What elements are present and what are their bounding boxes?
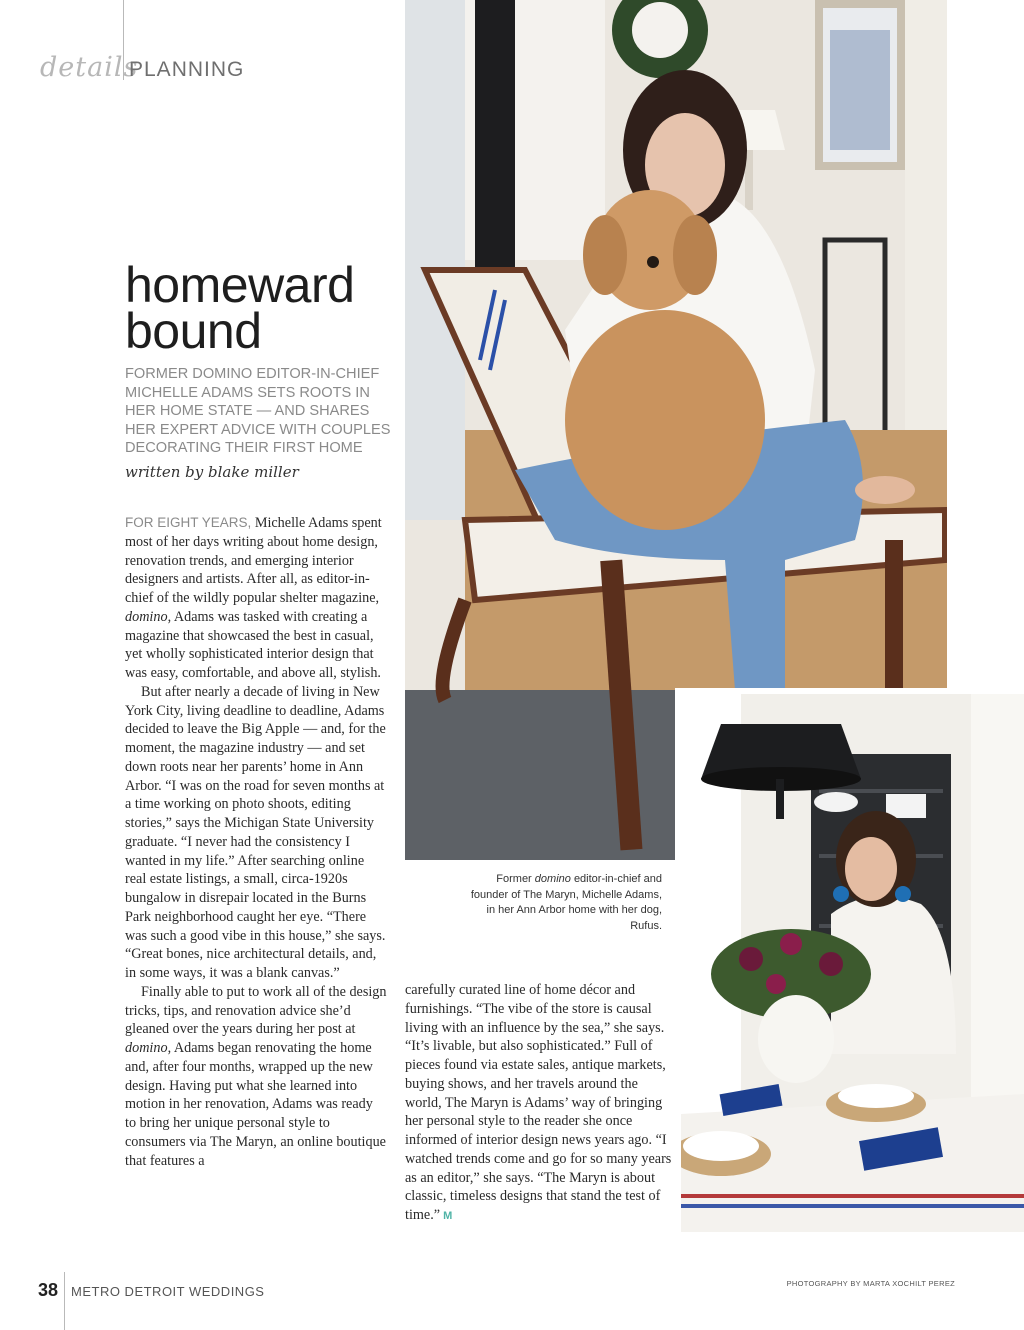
paragraph-1-text-b: , Adams was tasked with creating a magazine that showcased the best in casual, yet wholly sophisticated interior design that was easy, comfortable, and above all, stylish.	[125, 608, 381, 681]
paragraph-1-italic: domino	[125, 608, 168, 625]
section-label: PLANNING	[129, 58, 245, 81]
paragraph-3-text-b: , Adams began renovating the home and, after four months, wrapped up the new design. Having put what she learned into motion in her renovation, Adams was ready to bring her unique personal style to consumers via The Maryn, an online boutique that features a	[125, 1040, 386, 1169]
paragraph-1	[125, 514, 387, 683]
publication-name: METRO DETROIT WEDDINGS	[71, 1284, 265, 1299]
caption-text-b: editor-in-chief and founder of The Maryn, Michelle Adams, in her Ann Arbor home with her dog, Rufus.	[470, 873, 662, 932]
body-column-2	[405, 981, 675, 1226]
paragraph-1-text-a: Michelle Adams spent most of her days writing about home design, renovation trends, and emerging interior designers and artists. After all, as editor-in-chief of the wildly popular shelter magazine,	[125, 515, 382, 606]
footer-divider	[64, 1272, 65, 1330]
inset-photo-illustration	[681, 694, 1024, 1232]
article-byline: written by blake miller	[125, 463, 299, 481]
body-column-1	[125, 514, 387, 1170]
inset-photo	[681, 694, 1024, 1232]
end-mark-icon: M	[443, 1210, 453, 1222]
paragraph-2: But after nearly a decade of living in New York City, living deadline to deadline, Adams decided to leave the Big Apple — and, for the moment, the magazine industry — and set down roots near her parents’ home in Ann Arbor. “I was on the road for seven months at a time working on photo shoots, editing stories,” says the Michigan State University graduate. “I never had the consistency I wanted in my life.” After searching online real estate listings, a small, circa-1920s bungalow in disrepair located in the Burns Park neighborhood caught her eye. “There was such a good vibe in this house,” she says. “Great bones, nice architectural details, and, in some ways, it was a blank canvas.”	[125, 683, 386, 981]
caption-italic: domino	[534, 873, 571, 885]
section-script-label: details	[40, 52, 139, 83]
title-line-2: bound	[125, 303, 262, 359]
paragraph-3-italic: domino	[125, 1040, 168, 1056]
article-dek: FORMER DOMINO EDITOR-IN-CHIEF MICHELLE ADAMS SETS ROOTS IN HER HOME STATE — AND SHARES HER EXPERT ADVICE WITH COUPLES DECORATING THEIR FIRST HOME	[125, 366, 391, 457]
photo-caption	[470, 872, 662, 934]
paragraph-3-text-a: Finally able to put to work all of the design tricks, tips, and renovation advice she’d gleaned over the years during her post at	[125, 983, 387, 1038]
caption-text-a: Former	[496, 873, 532, 885]
photo-credit: PHOTOGRAPHY BY MARTA XOCHILT PEREZ	[786, 1279, 955, 1288]
title-line-1: homeward	[125, 257, 355, 313]
paragraph-4-text: carefully curated line of home décor and furnishings. “The vibe of the store is causal living with an influence by the sea,” she says. “It’s livable, but also sophisticated.” Full of pieces found via estate sales, antique markets, buying shows, and her travels around the world, The Maryn is Adams’ way of bringing her personal style to the reader she once informed of interior design news years ago. “I watched trends come and go for so many years as an editor,” she says. “The Maryn is about classic, timeless designs that stand the test of time.”	[405, 982, 672, 1223]
paragraph-3	[125, 983, 387, 1171]
lead-in: FOR EIGHT YEARS,	[125, 515, 252, 530]
page-number: 38	[38, 1280, 59, 1300]
paragraph-4	[405, 981, 675, 1226]
article-title	[125, 257, 355, 359]
